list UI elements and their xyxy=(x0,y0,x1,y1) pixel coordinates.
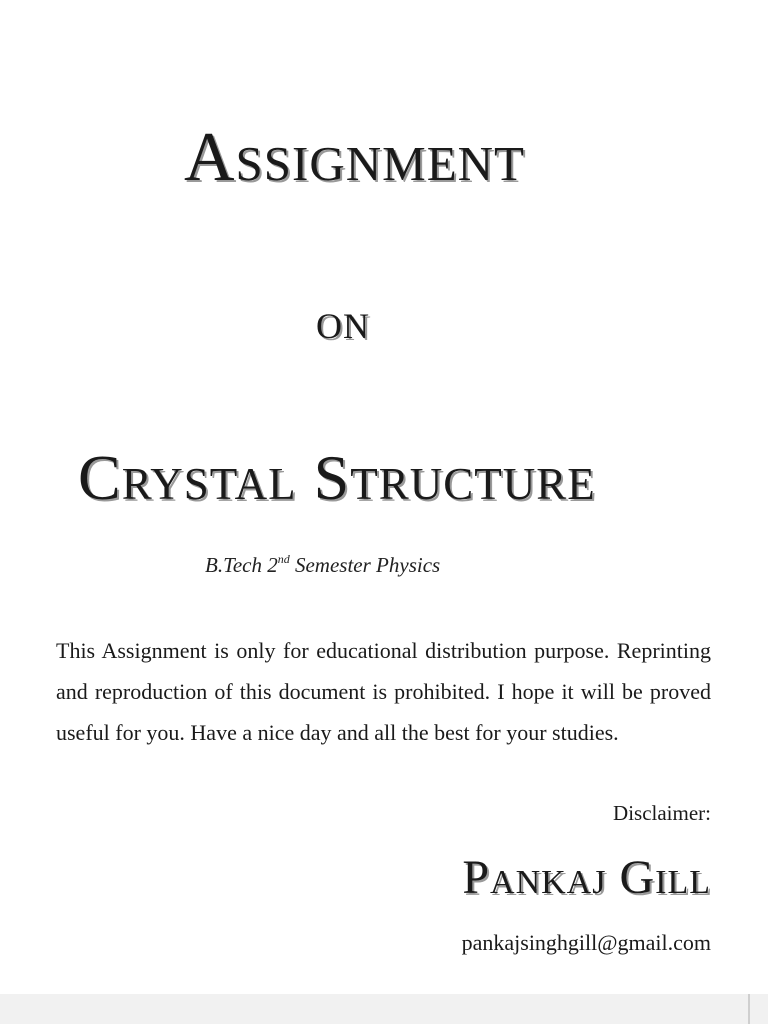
author-email: pankajsinghgill@gmail.com xyxy=(461,930,711,955)
title-crystal-structure: Crystal Structure xyxy=(78,442,596,513)
page-footer-band xyxy=(0,994,768,1024)
title-assignment: Assignment xyxy=(184,119,525,196)
subtitle-suffix: Semester Physics xyxy=(289,553,441,577)
author-name: Pankaj Gill xyxy=(462,851,711,904)
disclaimer-label: Disclaimer: xyxy=(613,801,711,825)
body-paragraph: This Assignment is only for educational distribution purpose. Reprinting and reproduction of this document is prohibited. I hope it will be proved useful for you. Have a nice day and all the best for your studies. xyxy=(56,638,711,745)
subtitle-superscript: nd xyxy=(277,552,290,566)
subtitle-prefix: B.Tech 2 xyxy=(205,553,278,577)
subtitle xyxy=(205,550,440,580)
page-edge-line xyxy=(748,994,750,1024)
title-on: on xyxy=(316,293,370,350)
